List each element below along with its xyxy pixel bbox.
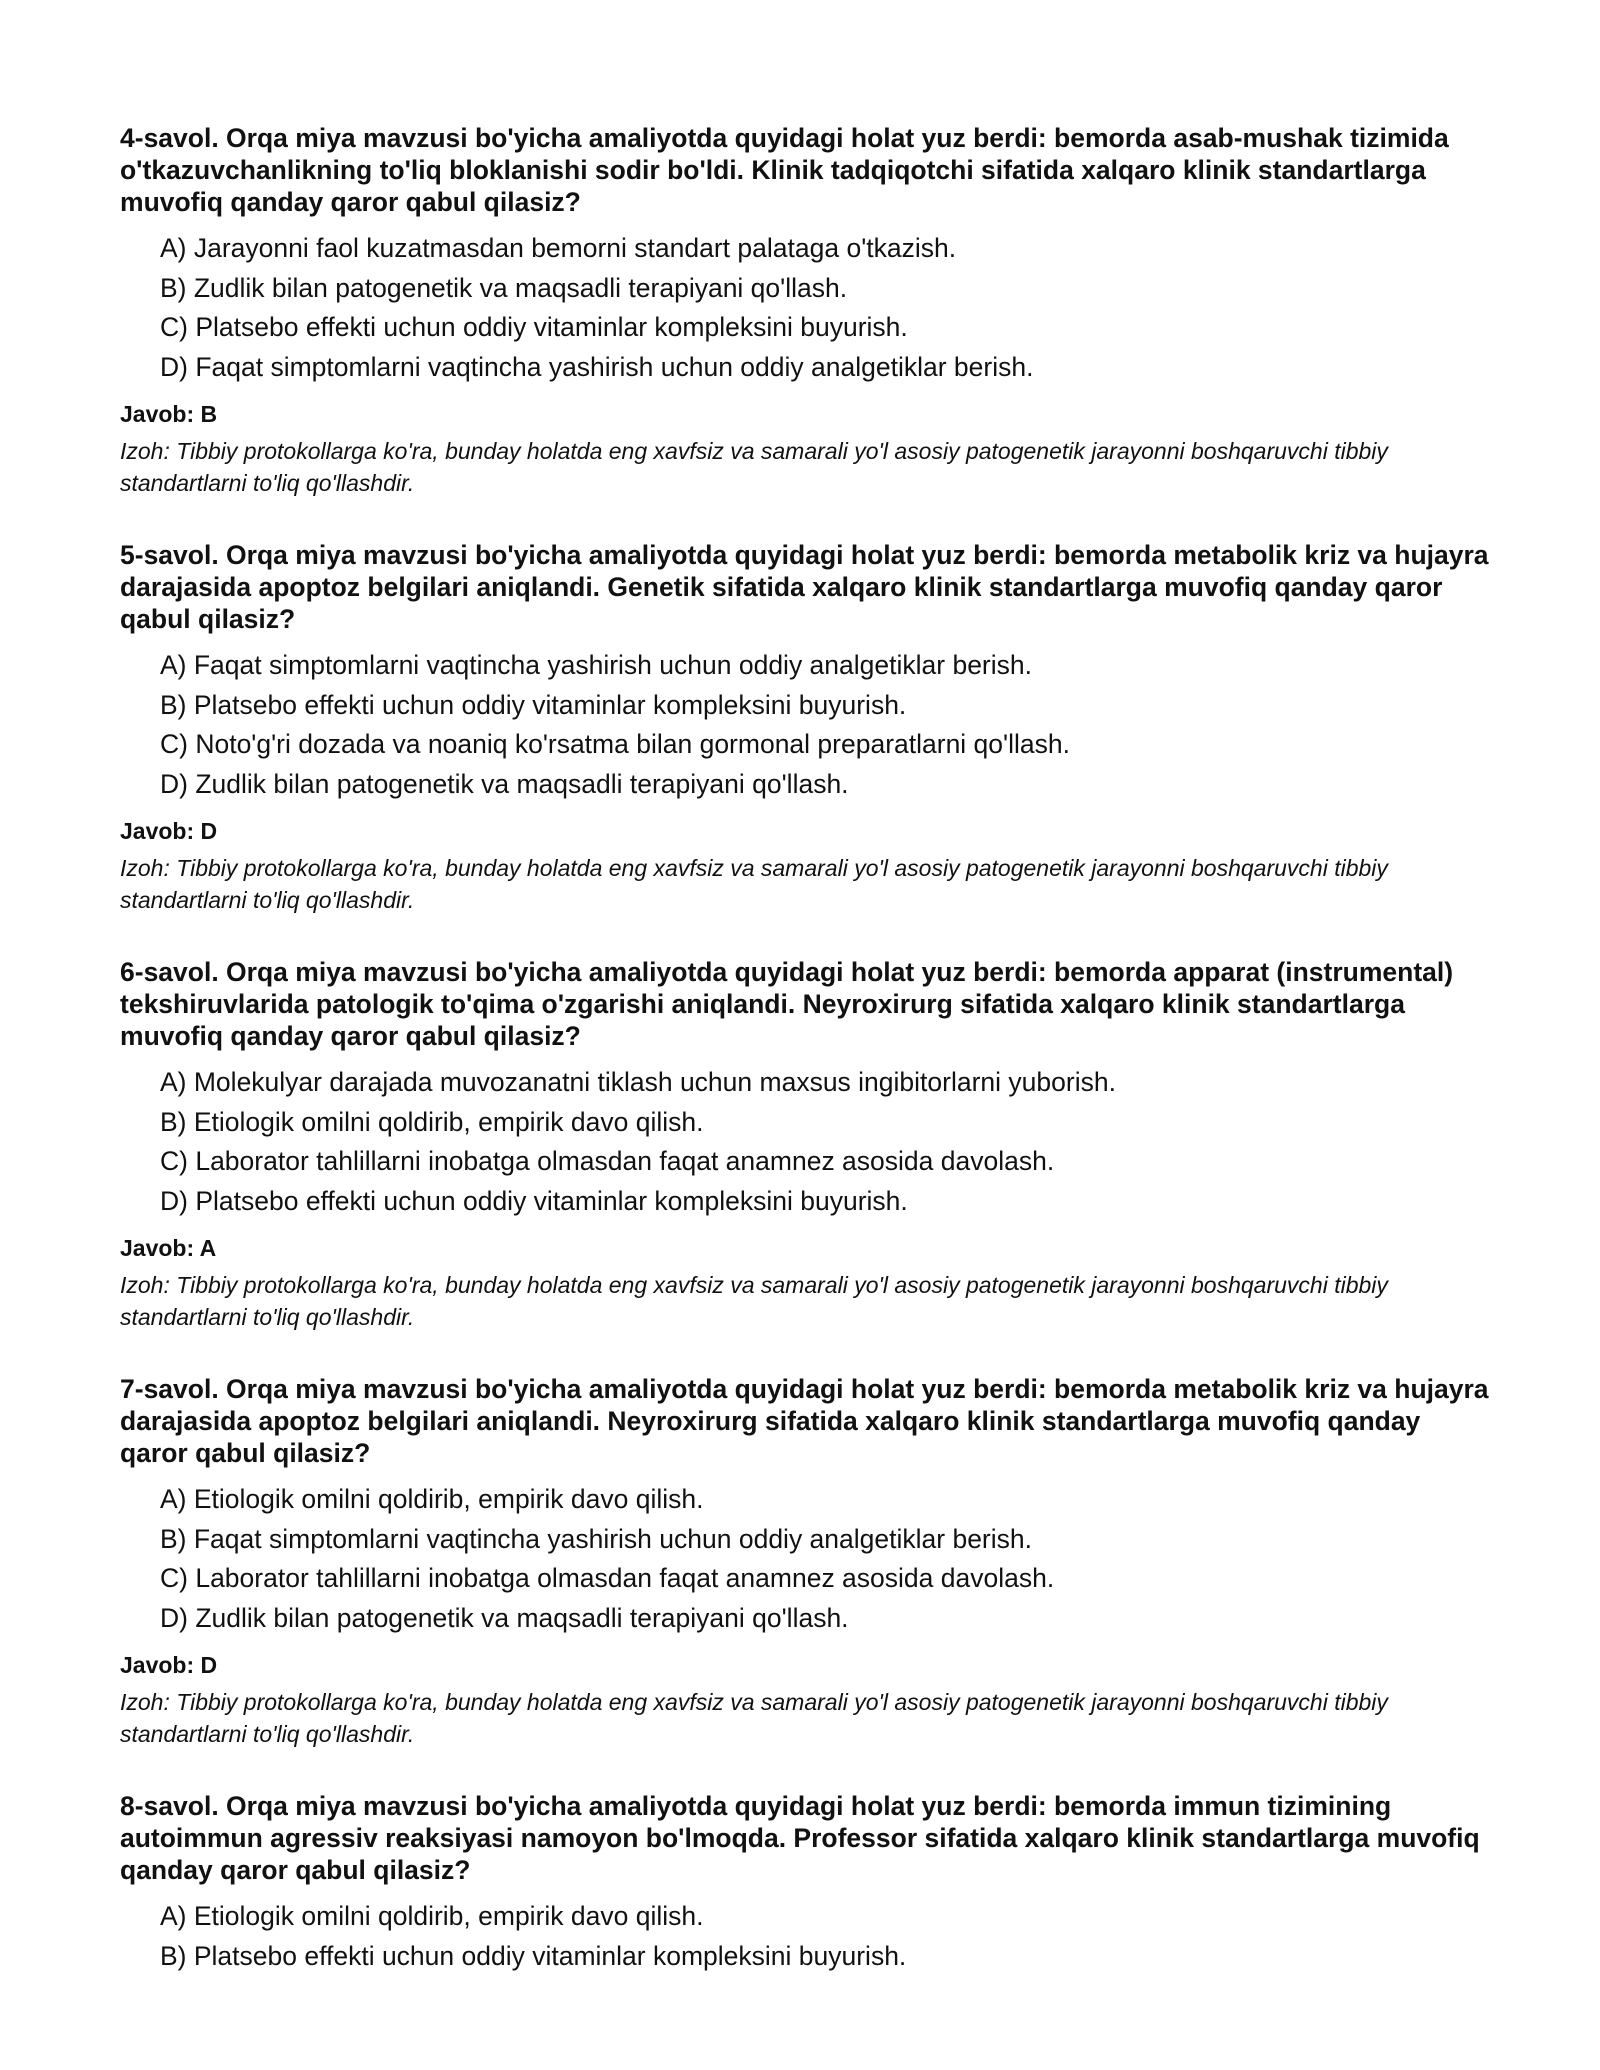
answer-label: Javob: A <box>120 1235 217 1261</box>
option-a: A) Molekulyar darajada muvozanatni tiklash uchun maxsus ingibitorlarni yuborish. <box>160 1067 1116 1097</box>
options-list <box>160 646 1490 804</box>
question-title: 8-savol. Orqa miya mavzusi bo'yicha amaliyotda quyidagi holat yuz berdi: bemorda immun tizimining autoimmun agressiv reaksiyasi namoyon bo'lmoqda. Professor sifatida xalqaro klinik standartlarga muvofiq qanday qaror qabul qilasiz? <box>120 1791 1480 1885</box>
question-title: 7-savol. Orqa miya mavzusi bo'yicha amaliyotda quyidagi holat yuz berdi: bemorda metabolik kriz va hujayra darajasida apoptoz belgilari aniqlandi. Neyroxirurg sifatida xalqaro klinik standartlarga muvofiq qanday qaror qabul qilasiz? <box>120 1374 1489 1468</box>
option-b: B) Platsebo effekti uchun oddiy vitaminlar kompleksini buyurish. <box>160 1940 907 1971</box>
option-a: A) Faqat simptomlarni vaqtincha yashirish uchun oddiy analgetiklar berish. <box>160 650 1032 680</box>
answer-label: Javob: B <box>120 401 218 427</box>
option-b: B) Etiologik omilni qoldirib, empirik davo qilish. <box>160 1106 704 1137</box>
options-list <box>160 1897 1490 1976</box>
option-d: D) Platsebo effekti uchun oddiy vitaminlar kompleksini buyurish. <box>160 1185 908 1216</box>
options-list <box>160 1063 1490 1221</box>
option-b: B) Platsebo effekti uchun oddiy vitaminlar kompleksini buyurish. <box>160 689 907 720</box>
option-a: A) Etiologik omilni qoldirib, empirik davo qilish. <box>160 1484 704 1514</box>
answer-label: Javob: D <box>120 1652 218 1678</box>
explanation-note: Izoh: Tibbiy protokollarga ko'ra, bunday holatda eng xavfsiz va samarali yo'l asosiy patogenetik jarayonni boshqaruvchi tibbiy standartlarni to'liq qo'llashdir. <box>120 855 1388 913</box>
explanation-note: Izoh: Tibbiy protokollarga ko'ra, bunday holatda eng xavfsiz va samarali yo'l asosiy patogenetik jarayonni boshqaruvchi tibbiy standartlarni to'liq qo'llashdir. <box>120 1689 1388 1747</box>
option-d: D) Zudlik bilan patogenetik va maqsadli terapiyani qo'llash. <box>160 1602 849 1633</box>
question-block-8 <box>120 1790 1490 1976</box>
option-b: B) Faqat simptomlarni vaqtincha yashirish uchun oddiy analgetiklar berish. <box>160 1523 1032 1554</box>
question-title: 5-savol. Orqa miya mavzusi bo'yicha amaliyotda quyidagi holat yuz berdi: bemorda metabolik kriz va hujayra darajasida apoptoz belgilari aniqlandi. Genetik sifatida xalqaro klinik standartlarga muvofiq qanday qaror qabul qilasiz? <box>120 540 1489 634</box>
options-list <box>160 1480 1490 1638</box>
question-block-6 <box>120 956 1490 1333</box>
option-c: C) Laborator tahlillarni inobatga olmasdan faqat anamnez asosida davolash. <box>160 1563 1055 1593</box>
explanation-note: Izoh: Tibbiy protokollarga ko'ra, bunday holatda eng xavfsiz va samarali yo'l asosiy patogenetik jarayonni boshqaruvchi tibbiy standartlarni to'liq qo'llashdir. <box>120 1272 1388 1330</box>
question-block-7 <box>120 1373 1490 1750</box>
option-d: D) Faqat simptomlarni vaqtincha yashirish uchun oddiy analgetiklar berish. <box>160 351 1034 382</box>
option-a: A) Jarayonni faol kuzatmasdan bemorni standart palataga o'tkazish. <box>160 233 957 263</box>
option-c: C) Platsebo effekti uchun oddiy vitaminlar kompleksini buyurish. <box>160 312 908 342</box>
option-c: C) Noto'g'ri dozada va noaniq ko'rsatma bilan gormonal preparatlarni qo'llash. <box>160 729 1070 759</box>
question-block-4 <box>120 122 1490 499</box>
explanation-note: Izoh: Tibbiy protokollarga ko'ra, bunday holatda eng xavfsiz va samarali yo'l asosiy patogenetik jarayonni boshqaruvchi tibbiy standartlarni to'liq qo'llashdir. <box>120 438 1388 496</box>
option-b: B) Zudlik bilan patogenetik va maqsadli terapiyani qo'llash. <box>160 272 848 303</box>
question-title: 4-savol. Orqa miya mavzusi bo'yicha amaliyotda quyidagi holat yuz berdi: bemorda asab-mushak tizimida o'tkazuvchanlikning to'liq bloklanishi sodir bo'ldi. Klinik tadqiqotchi sifatida xalqaro klinik standartlarga muvofiq qanday qaror qabul qilasiz? <box>120 123 1449 217</box>
question-title: 6-savol. Orqa miya mavzusi bo'yicha amaliyotda quyidagi holat yuz berdi: bemorda apparat (instrumental) tekshiruvlarida patologik to'qima o'zgarishi aniqlandi. Neyroxirurg sifatida xalqaro klinik standartlarga muvofiq qanday qaror qabul qilasiz? <box>120 957 1454 1051</box>
answer-label: Javob: D <box>120 818 218 844</box>
document-page <box>120 122 1490 2016</box>
option-a: A) Etiologik omilni qoldirib, empirik davo qilish. <box>160 1901 704 1931</box>
option-c: C) Laborator tahlillarni inobatga olmasdan faqat anamnez asosida davolash. <box>160 1146 1055 1176</box>
options-list <box>160 229 1490 387</box>
question-block-5 <box>120 539 1490 916</box>
option-d: D) Zudlik bilan patogenetik va maqsadli terapiyani qo'llash. <box>160 768 849 799</box>
